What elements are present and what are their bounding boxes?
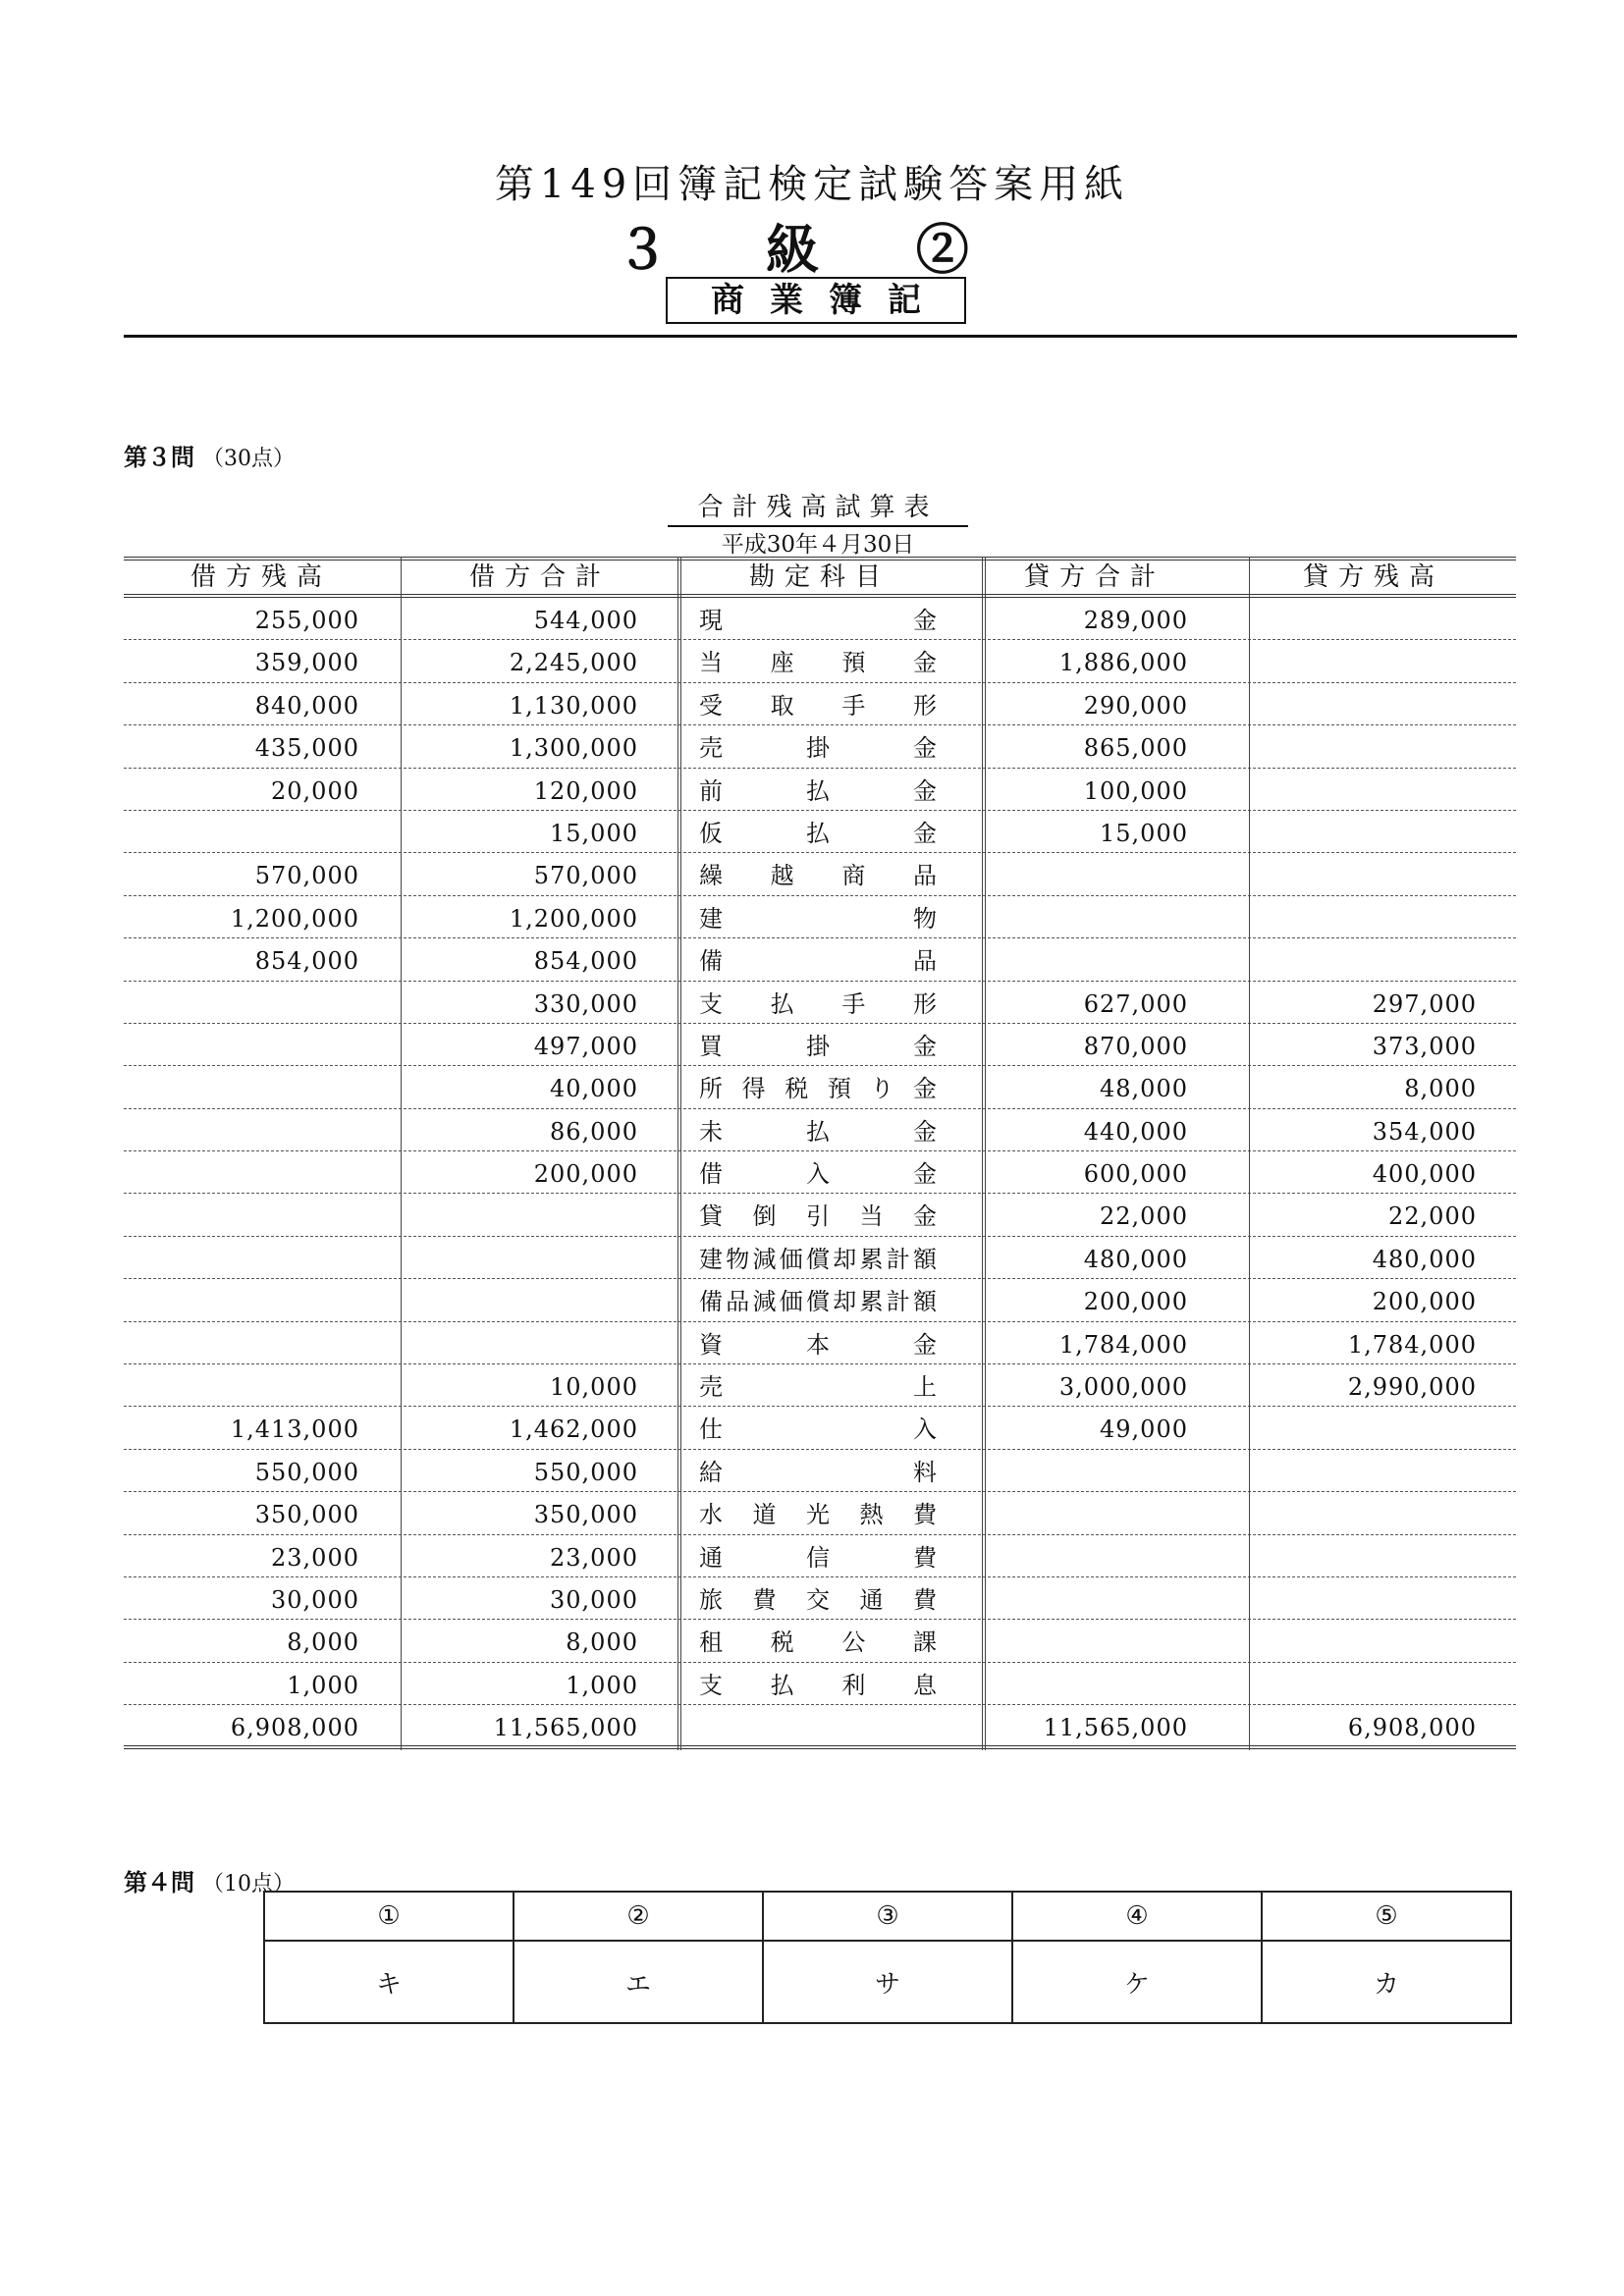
account-name-cell: 支払手形 [699,989,937,1018]
credit-balance-cell [1251,640,1477,682]
credit-balance-cell [1251,896,1477,938]
q4-answer-3: サ [763,1941,1012,2023]
credit-total-cell: 15,000 [1100,819,1188,847]
account-name-cell: 仕入 [699,1415,937,1444]
trial-balance-row [124,1237,1516,1279]
debit-total-cell: 570,000 [533,862,638,890]
debit-balance-cell: 854,000 [254,947,359,976]
trial-balance-row [124,896,1516,938]
trial-balance-row [124,1024,1516,1066]
credit-total-cell [982,1492,1188,1534]
credit-total-cell: 290,000 [1083,691,1188,720]
debit-balance-cell: 570,000 [254,862,359,890]
account-name-cell: 備品減価償却累計額 [699,1288,937,1316]
q4-header-2: ② [514,1892,763,1941]
trial-balance-row [124,1322,1516,1364]
account-name-cell: 旅費交通費 [699,1585,937,1614]
credit-balance-cell: 200,000 [1372,1288,1477,1316]
credit-balance-cell [1251,1663,1477,1705]
credit-balance-cell: 480,000 [1372,1245,1477,1273]
debit-balance-cell [124,1194,359,1236]
debit-balance-cell [124,1024,359,1066]
debit-total-cell: 330,000 [533,989,638,1018]
credit-balance-cell: 1,784,000 [1347,1330,1477,1359]
trial-balance-row [124,1066,1516,1108]
account-name-cell: 貸倒引当金 [699,1202,937,1231]
account-name-cell: 現金 [699,607,937,634]
trial-balance-row [124,1535,1516,1577]
debit-balance-cell [124,1279,359,1321]
credit-total-cell: 100,000 [1083,776,1188,805]
account-name-cell: 備品 [699,947,937,976]
credit-total-cell: 1,886,000 [1058,649,1188,677]
debit-total-cell: 544,000 [533,607,638,634]
trial-balance-row [124,982,1516,1024]
debit-balance-cell [124,1109,359,1151]
exam-grade: ３ 級 ② [616,218,1008,281]
credit-total-cell [982,1663,1188,1705]
credit-total-cell: 200,000 [1083,1288,1188,1316]
total-credit-total-cell: 11,565,000 [1043,1714,1188,1742]
debit-total-cell: 854,000 [533,947,638,976]
account-name-cell: 通信費 [699,1543,937,1572]
trial-balance-row [124,1663,1516,1705]
credit-balance-cell: 2,990,000 [1347,1373,1477,1402]
credit-total-cell [982,1450,1188,1492]
debit-total-cell: 8,000 [566,1629,638,1657]
credit-balance-cell [1251,938,1477,981]
total-debit-balance-cell: 6,908,000 [230,1714,359,1742]
q4-answer-table [263,1891,1512,2024]
credit-total-cell: 22,000 [1100,1202,1188,1231]
credit-total-cell: 289,000 [1083,607,1188,634]
account-name-cell: 給料 [699,1458,937,1486]
trial-balance-row [124,1279,1516,1321]
debit-balance-cell: 359,000 [254,649,359,677]
trial-balance-row [124,1577,1516,1620]
debit-balance-cell: 840,000 [254,691,359,720]
exam-title: 第149回簿記検定試験答案用紙 [494,162,1130,207]
debit-balance-cell: 435,000 [254,734,359,763]
col-header-credit-total: 貸方合計 [1023,562,1165,592]
debit-total-cell: 40,000 [550,1075,638,1103]
trial-balance-row [124,725,1516,768]
q4-label: 第４問 [124,1869,194,1896]
q4-answer-1: キ [264,1941,514,2023]
credit-balance-cell [1251,1450,1477,1492]
col-divider [677,557,681,1750]
credit-total-cell [982,853,1188,895]
credit-balance-cell: 400,000 [1372,1160,1477,1189]
debit-total-cell: 30,000 [550,1585,638,1614]
debit-balance-cell: 30,000 [271,1585,359,1614]
trial-balance-row [124,1450,1516,1492]
credit-total-cell: 627,000 [1083,989,1188,1018]
debit-total-cell: 350,000 [533,1501,638,1529]
header-divider [124,335,1517,338]
trial-balance-row [124,1151,1516,1194]
account-name-cell: 租税公課 [699,1629,937,1657]
account-name-cell: 受取手形 [699,691,937,720]
credit-balance-cell [1251,598,1477,640]
q3-label: 第３問 [124,444,194,471]
account-name-cell: 借入金 [699,1160,937,1189]
credit-balance-cell [1251,769,1477,811]
account-name-cell: 建物 [699,904,937,933]
debit-total-cell: 15,000 [550,819,638,847]
col-divider [982,557,986,1750]
account-name-cell: 建物減価償却累計額 [699,1245,937,1273]
credit-balance-cell [1251,1407,1477,1449]
debit-balance-cell: 350,000 [254,1501,359,1529]
credit-total-cell: 480,000 [1083,1245,1188,1273]
total-debit-total-cell: 11,565,000 [493,1714,638,1742]
account-name-cell: 支払利息 [699,1671,937,1699]
q4-header-4: ④ [1012,1892,1262,1941]
trial-balance-row [124,1194,1516,1236]
credit-balance-cell [1251,811,1477,853]
credit-balance-cell: 8,000 [1404,1075,1477,1103]
credit-balance-cell [1251,725,1477,768]
debit-balance-cell [124,1237,359,1279]
q4-header-3: ③ [763,1892,1012,1941]
credit-balance-cell [1251,1620,1477,1662]
col-divider [401,557,402,1750]
credit-total-cell: 3,000,000 [1058,1373,1188,1402]
credit-total-cell: 49,000 [1100,1415,1188,1444]
account-name-cell: 未払金 [699,1117,937,1146]
account-name-cell: 資本金 [699,1330,937,1359]
trial-balance-row [124,938,1516,981]
account-name-cell: 前払金 [699,776,937,805]
q3-heading [124,438,295,472]
credit-balance-cell [1251,1535,1477,1577]
q4-points: （10点） [202,1872,295,1896]
debit-total-cell [403,1237,638,1279]
q4-answer-4: ケ [1012,1941,1262,2023]
account-name-cell: 仮払金 [699,819,937,847]
credit-total-cell: 870,000 [1083,1032,1188,1060]
account-name-cell: 買掛金 [699,1032,937,1060]
trial-balance-row [124,769,1516,811]
credit-balance-cell [1251,853,1477,895]
debit-balance-cell: 1,200,000 [230,904,359,933]
debit-balance-cell: 255,000 [254,607,359,634]
trial-balance-row [124,1109,1516,1151]
debit-total-cell [403,1322,638,1364]
credit-total-cell: 865,000 [1083,734,1188,763]
debit-balance-cell [124,982,359,1024]
credit-total-cell [982,1620,1188,1662]
debit-balance-cell [124,1364,359,1407]
trial-balance-row [124,640,1516,682]
debit-total-cell: 23,000 [550,1543,638,1572]
trial-balance-row [124,598,1516,640]
trial-balance-date: 平成30年４月30日 [721,532,915,558]
q3-points: （30点） [202,447,295,471]
trial-balance-total-row [124,1705,1516,1749]
debit-total-cell: 1,462,000 [509,1415,638,1444]
trial-balance-row [124,853,1516,895]
debit-total-cell: 120,000 [533,776,638,805]
debit-balance-cell [124,811,359,853]
debit-balance-cell [124,1066,359,1108]
debit-total-cell: 1,200,000 [509,904,638,933]
trial-balance-row [124,683,1516,725]
account-name-cell: 当座預金 [699,649,937,677]
col-header-debit-balance: 借方残高 [189,562,332,592]
credit-total-cell: 1,784,000 [1058,1330,1188,1359]
trial-balance-row [124,1620,1516,1662]
col-divider [1249,557,1250,1750]
trial-balance-title: 合計残高試算表 [668,487,968,527]
q4-header-1: ① [264,1892,514,1941]
account-name-cell: 売上 [699,1373,937,1402]
debit-balance-cell: 550,000 [254,1458,359,1486]
debit-total-cell: 1,300,000 [509,734,638,763]
credit-total-cell [982,1535,1188,1577]
debit-balance-cell: 23,000 [271,1543,359,1572]
account-name-cell: 所得税預り金 [699,1075,937,1103]
credit-balance-cell: 373,000 [1372,1032,1477,1060]
exam-subject-box: 商業簿記 [666,277,966,324]
trial-balance-header [124,557,1516,598]
debit-total-cell: 1,000 [566,1671,638,1699]
total-account-name-cell [699,1705,937,1747]
debit-total-cell: 1,130,000 [509,691,638,720]
credit-balance-cell: 22,000 [1388,1202,1477,1231]
credit-total-cell: 48,000 [1100,1075,1188,1103]
account-name-cell: 売掛金 [699,734,937,763]
trial-balance-row [124,1364,1516,1407]
debit-total-cell: 86,000 [550,1117,638,1146]
trial-balance-row [124,811,1516,853]
credit-total-cell: 600,000 [1083,1160,1188,1189]
debit-total-cell [403,1194,638,1236]
q4-header-5: ⑤ [1262,1892,1511,1941]
trial-balance-body [124,598,1516,1749]
debit-total-cell: 10,000 [550,1373,638,1402]
debit-balance-cell: 1,413,000 [230,1415,359,1444]
debit-balance-cell: 20,000 [271,776,359,805]
col-header-account: 勘定科目 [748,562,891,592]
account-name-cell: 繰越商品 [699,862,937,890]
debit-balance-cell [124,1322,359,1364]
credit-balance-cell: 354,000 [1372,1117,1477,1146]
debit-balance-cell: 8,000 [287,1629,359,1657]
col-header-debit-total: 借方合計 [468,562,611,592]
credit-balance-cell: 297,000 [1372,989,1477,1018]
debit-total-cell: 200,000 [533,1160,638,1189]
credit-balance-cell [1251,683,1477,725]
credit-total-cell [982,896,1188,938]
debit-balance-cell [124,1151,359,1194]
debit-total-cell: 550,000 [533,1458,638,1486]
debit-balance-cell: 1,000 [287,1671,359,1699]
debit-total-cell: 2,245,000 [509,649,638,677]
credit-balance-cell [1251,1492,1477,1534]
col-header-credit-balance: 貸方残高 [1302,562,1444,592]
debit-total-cell [403,1279,638,1321]
account-name-cell: 水道光熱費 [699,1501,937,1529]
credit-total-cell [982,938,1188,981]
q4-answer-2: エ [514,1941,763,2023]
total-credit-balance-cell: 6,908,000 [1347,1714,1477,1742]
debit-total-cell: 497,000 [533,1032,638,1060]
credit-balance-cell [1251,1577,1477,1620]
q4-answer-5: カ [1262,1941,1511,2023]
credit-total-cell: 440,000 [1083,1117,1188,1146]
trial-balance-row [124,1492,1516,1534]
trial-balance-row [124,1407,1516,1449]
credit-total-cell [982,1577,1188,1620]
